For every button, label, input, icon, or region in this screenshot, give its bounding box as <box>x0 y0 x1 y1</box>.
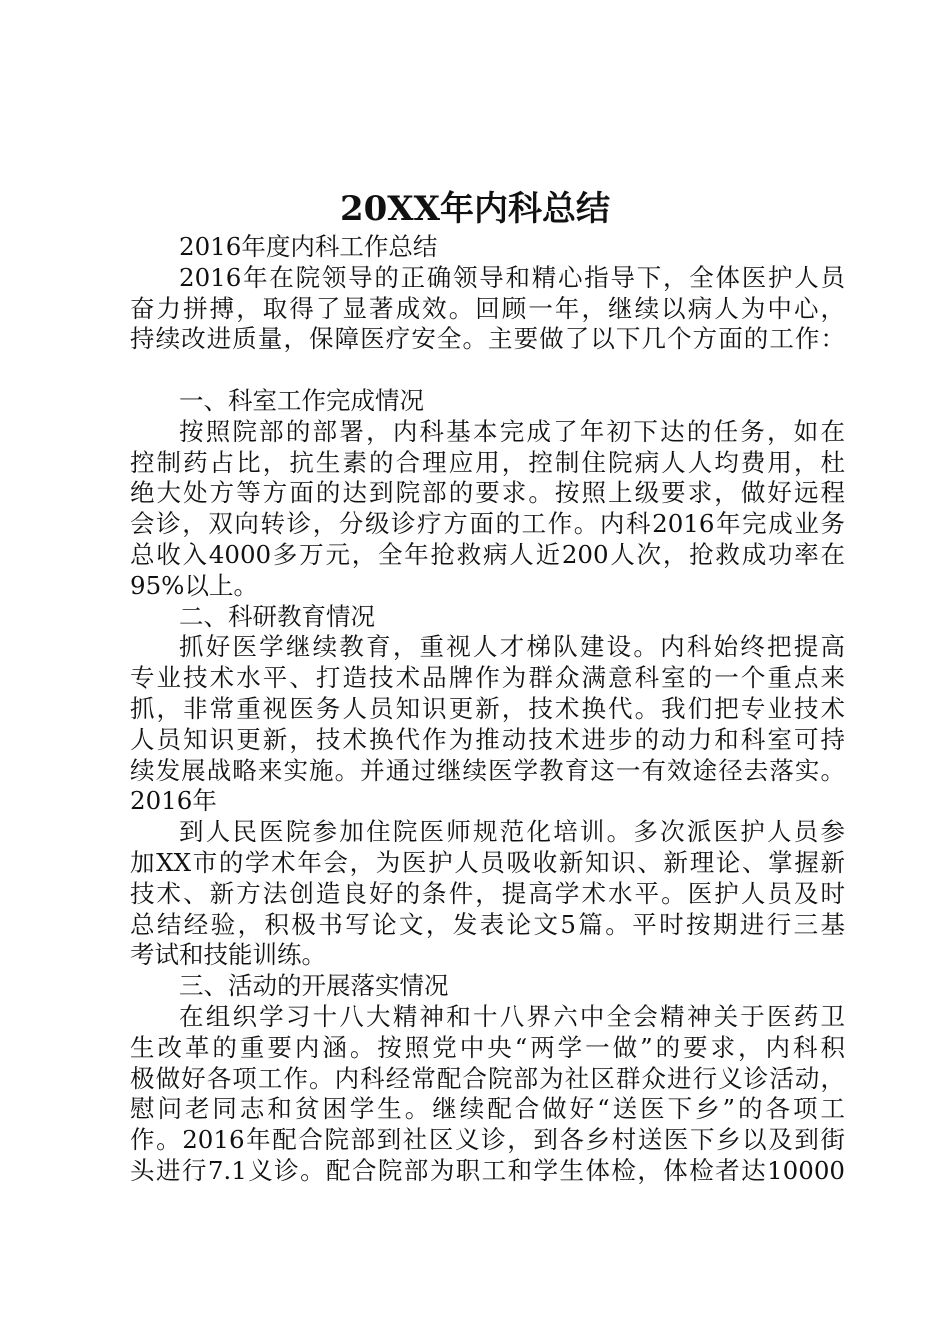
paragraph-line: 头进行7.1义诊。配合院部为职工和学生体检，体检者达10000 <box>130 1155 845 1185</box>
paragraph-line: 抓，非常重视医务人员知识更新，技术换代。我们把专业技术 <box>130 693 845 723</box>
paragraph-line: 极做好各项工作。内科经常配合院部为社区群众进行义诊活动， <box>130 1063 845 1093</box>
paragraph-line: 2016年在院领导的正确领导和精心指导下，全体医护人员 <box>179 262 845 292</box>
paragraph-line: 生改革的重要内涵。按照党中央“两学一做”的要求，内科积 <box>130 1032 845 1062</box>
paragraph-line: 抓好医学继续教育，重视人才梯队建设。内科始终把提高 <box>179 632 845 662</box>
blank-line <box>130 355 845 386</box>
paragraph-line: 考试和技能训练。 <box>130 940 326 970</box>
paragraph-line: 在组织学习十八大精神和十八界六中全会精神关于医药卫 <box>179 1001 845 1031</box>
subtitle-line: 2016年度内科工作总结 <box>179 232 438 261</box>
paragraph-line: 加XX市的学术年会，为医护人员吸收新知识、新理论、掌握新 <box>130 847 845 877</box>
section-heading: 一、科室工作完成情况 <box>179 385 424 415</box>
document-title: 20XX年内科总结 <box>339 189 611 229</box>
paragraph-line: 作。2016年配合院部到社区义诊，到各乡村送医下乡以及到街 <box>130 1125 845 1155</box>
section-heading: 三、活动的开展落实情况 <box>179 971 449 1001</box>
paragraph-line: 控制药占比，抗生素的合理应用，控制住院病人人均费用，杜 <box>130 447 845 477</box>
paragraph-line: 按照院部的部署，内科基本完成了年初下达的任务，如在 <box>179 416 845 446</box>
paragraph-line: 2016年 <box>130 786 217 816</box>
document-body <box>130 232 845 1187</box>
paragraph-line: 到人民医院参加住院医师规范化培训。多次派医护人员参 <box>179 817 845 847</box>
paragraph-line: 会诊，双向转诊，分级诊疗方面的工作。内科2016年完成业务 <box>130 509 845 539</box>
paragraph-line: 慰问老同志和贫困学生。继续配合做好“送医下乡”的各项工 <box>130 1094 845 1124</box>
paragraph-line: 人员知识更新，技术换代作为推动技术进步的动力和科室可持 <box>130 724 845 754</box>
paragraph-line: 绝大处方等方面的达到院部的要求。按照上级要求，做好远程 <box>130 478 845 508</box>
paragraph-line: 总收入4000多万元，全年抢救病人近200人次，抢救成功率在 <box>130 539 845 569</box>
section-heading: 二、科研教育情况 <box>179 601 375 631</box>
paragraph-line: 总结经验，积极书写论文，发表论文5篇。平时按期进行三基 <box>130 909 845 939</box>
paragraph-line: 技术、新方法创造良好的条件，提高学术水平。医护人员及时 <box>130 878 845 908</box>
paragraph-line: 95%以上。 <box>130 570 258 600</box>
paragraph-line: 专业技术水平、打造技术品牌作为群众满意科室的一个重点来 <box>130 663 845 693</box>
paragraph-line: 奋力拼搏，取得了显著成效。回顾一年，继续以病人为中心， <box>130 293 845 323</box>
paragraph-line: 持续改进质量，保障医疗安全。主要做了以下几个方面的工作： <box>130 324 845 354</box>
paragraph-line: 续发展战略来实施。并通过继续医学教育这一有效途径去落实。 <box>130 755 845 785</box>
